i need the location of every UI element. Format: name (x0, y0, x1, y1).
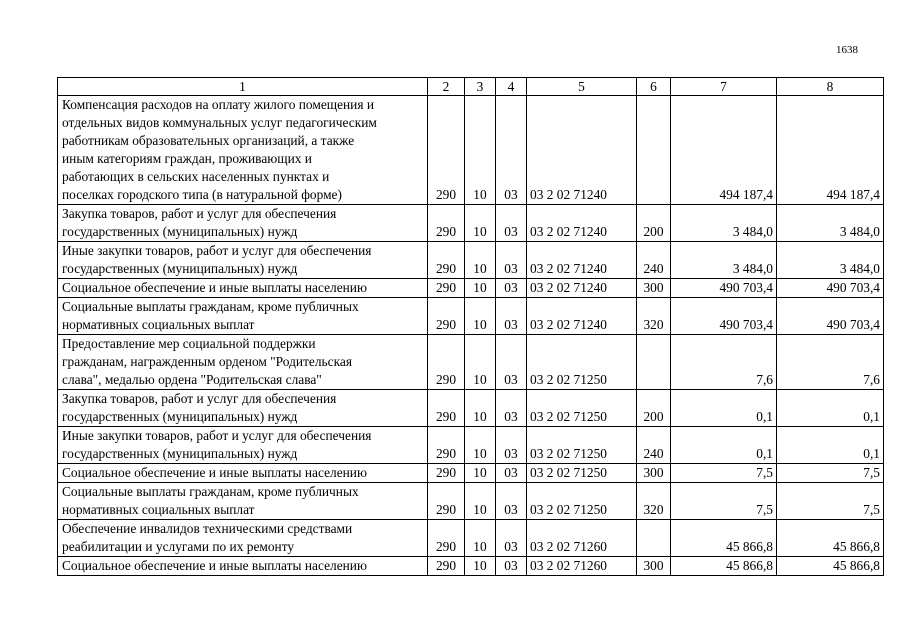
row-target-article-cell: 03 2 02 71260 (527, 520, 637, 557)
page-number: 1638 (836, 44, 858, 56)
row-target-article-cell: 03 2 02 71240 (527, 96, 637, 205)
row-amount-total-cell: 45 866,8 (777, 557, 884, 576)
row-name-cell: Социальные выплаты гражданам, кроме публичных нормативных социальных выплат (58, 483, 428, 520)
row-expense-type-cell: 320 (637, 298, 671, 335)
row-name-cell: Закупка товаров, работ и услуг для обеспечения государственных (муниципальных) нужд (58, 205, 428, 242)
row-section-cell: 10 (465, 205, 496, 242)
row-amount-total-cell: 7,5 (777, 464, 884, 483)
table-row (58, 427, 884, 464)
row-amount-cell: 45 866,8 (671, 520, 777, 557)
row-amount-cell: 0,1 (671, 390, 777, 427)
header-cell-4: 4 (496, 78, 527, 96)
row-amount-total-cell: 7,5 (777, 483, 884, 520)
table-row (58, 298, 884, 335)
row-expense-type-cell (637, 335, 671, 390)
row-subsection-cell: 03 (496, 520, 527, 557)
row-amount-total-cell: 7,6 (777, 335, 884, 390)
row-expense-type-cell: 240 (637, 242, 671, 279)
row-amount-cell: 3 484,0 (671, 205, 777, 242)
row-name-cell: Социальное обеспечение и иные выплаты населению (58, 464, 428, 483)
row-section-cell: 10 (465, 427, 496, 464)
row-amount-total-cell: 3 484,0 (777, 242, 884, 279)
row-code-cell: 290 (428, 390, 465, 427)
table-row (58, 557, 884, 576)
row-expense-type-cell (637, 520, 671, 557)
row-subsection-cell: 03 (496, 557, 527, 576)
row-expense-type-cell: 200 (637, 390, 671, 427)
header-row (58, 78, 884, 96)
row-amount-total-cell: 494 187,4 (777, 96, 884, 205)
table-row (58, 483, 884, 520)
row-code-cell: 290 (428, 298, 465, 335)
row-name-cell: Компенсация расходов на оплату жилого помещения и отдельных видов коммунальных услуг педагогическим работникам образовательных организаций, а также иным категориям граждан, проживающих и работающих в сельских населенных пунктах и поселках городского типа (в натуральной форме) (58, 96, 428, 205)
row-code-cell: 290 (428, 205, 465, 242)
row-target-article-cell: 03 2 02 71240 (527, 242, 637, 279)
row-code-cell: 290 (428, 520, 465, 557)
header-cell-5: 5 (527, 78, 637, 96)
row-amount-cell: 45 866,8 (671, 557, 777, 576)
row-target-article-cell: 03 2 02 71260 (527, 557, 637, 576)
row-name-cell: Иные закупки товаров, работ и услуг для обеспечения государственных (муниципальных) нужд (58, 427, 428, 464)
row-section-cell: 10 (465, 96, 496, 205)
row-subsection-cell: 03 (496, 96, 527, 205)
row-expense-type-cell: 300 (637, 279, 671, 298)
row-expense-type-cell (637, 96, 671, 205)
row-section-cell: 10 (465, 335, 496, 390)
table-row (58, 335, 884, 390)
row-name-cell: Предоставление мер социальной поддержки гражданам, награжденным орденом "Родительская слава", медалью ордена "Родительская слава" (58, 335, 428, 390)
row-subsection-cell: 03 (496, 279, 527, 298)
header-cell-6: 6 (637, 78, 671, 96)
row-code-cell: 290 (428, 464, 465, 483)
row-expense-type-cell: 200 (637, 205, 671, 242)
header-cell-7: 7 (671, 78, 777, 96)
row-subsection-cell: 03 (496, 205, 527, 242)
header-cell-1: 1 (58, 78, 428, 96)
row-section-cell: 10 (465, 390, 496, 427)
row-code-cell: 290 (428, 96, 465, 205)
row-amount-total-cell: 45 866,8 (777, 520, 884, 557)
row-amount-cell: 7,6 (671, 335, 777, 390)
row-amount-total-cell: 3 484,0 (777, 205, 884, 242)
row-target-article-cell: 03 2 02 71240 (527, 205, 637, 242)
table-row (58, 242, 884, 279)
table-row (58, 279, 884, 298)
row-section-cell: 10 (465, 242, 496, 279)
row-target-article-cell: 03 2 02 71240 (527, 298, 637, 335)
row-code-cell: 290 (428, 279, 465, 298)
row-target-article-cell: 03 2 02 71250 (527, 483, 637, 520)
header-cell-8: 8 (777, 78, 884, 96)
row-amount-total-cell: 490 703,4 (777, 279, 884, 298)
table-row (58, 205, 884, 242)
row-subsection-cell: 03 (496, 390, 527, 427)
row-amount-cell: 7,5 (671, 464, 777, 483)
budget-table (57, 77, 884, 576)
row-subsection-cell: 03 (496, 483, 527, 520)
row-amount-cell: 490 703,4 (671, 279, 777, 298)
row-section-cell: 10 (465, 557, 496, 576)
row-amount-cell: 494 187,4 (671, 96, 777, 205)
row-subsection-cell: 03 (496, 464, 527, 483)
row-section-cell: 10 (465, 298, 496, 335)
table-row (58, 464, 884, 483)
row-section-cell: 10 (465, 520, 496, 557)
row-expense-type-cell: 320 (637, 483, 671, 520)
row-expense-type-cell: 240 (637, 427, 671, 464)
row-amount-total-cell: 490 703,4 (777, 298, 884, 335)
row-amount-cell: 7,5 (671, 483, 777, 520)
row-target-article-cell: 03 2 02 71250 (527, 464, 637, 483)
row-section-cell: 10 (465, 483, 496, 520)
row-code-cell: 290 (428, 427, 465, 464)
header-cell-3: 3 (465, 78, 496, 96)
row-name-cell: Обеспечение инвалидов техническими средствами реабилитации и услугами по их ремонту (58, 520, 428, 557)
row-section-cell: 10 (465, 279, 496, 298)
row-subsection-cell: 03 (496, 298, 527, 335)
row-name-cell: Социальное обеспечение и иные выплаты населению (58, 557, 428, 576)
row-code-cell: 290 (428, 242, 465, 279)
row-expense-type-cell: 300 (637, 464, 671, 483)
row-target-article-cell: 03 2 02 71250 (527, 390, 637, 427)
row-code-cell: 290 (428, 557, 465, 576)
row-amount-cell: 3 484,0 (671, 242, 777, 279)
row-target-article-cell: 03 2 02 71250 (527, 427, 637, 464)
row-amount-cell: 0,1 (671, 427, 777, 464)
table-row (58, 390, 884, 427)
row-amount-total-cell: 0,1 (777, 427, 884, 464)
row-code-cell: 290 (428, 335, 465, 390)
row-name-cell: Социальные выплаты гражданам, кроме публичных нормативных социальных выплат (58, 298, 428, 335)
row-name-cell: Закупка товаров, работ и услуг для обеспечения государственных (муниципальных) нужд (58, 390, 428, 427)
row-subsection-cell: 03 (496, 427, 527, 464)
row-code-cell: 290 (428, 483, 465, 520)
row-subsection-cell: 03 (496, 242, 527, 279)
row-target-article-cell: 03 2 02 71240 (527, 279, 637, 298)
row-target-article-cell: 03 2 02 71250 (527, 335, 637, 390)
table-row (58, 520, 884, 557)
header-cell-2: 2 (428, 78, 465, 96)
row-amount-total-cell: 0,1 (777, 390, 884, 427)
row-name-cell: Иные закупки товаров, работ и услуг для обеспечения государственных (муниципальных) нужд (58, 242, 428, 279)
table-row (58, 96, 884, 205)
row-expense-type-cell: 300 (637, 557, 671, 576)
row-subsection-cell: 03 (496, 335, 527, 390)
row-section-cell: 10 (465, 464, 496, 483)
row-name-cell: Социальное обеспечение и иные выплаты населению (58, 279, 428, 298)
row-amount-cell: 490 703,4 (671, 298, 777, 335)
